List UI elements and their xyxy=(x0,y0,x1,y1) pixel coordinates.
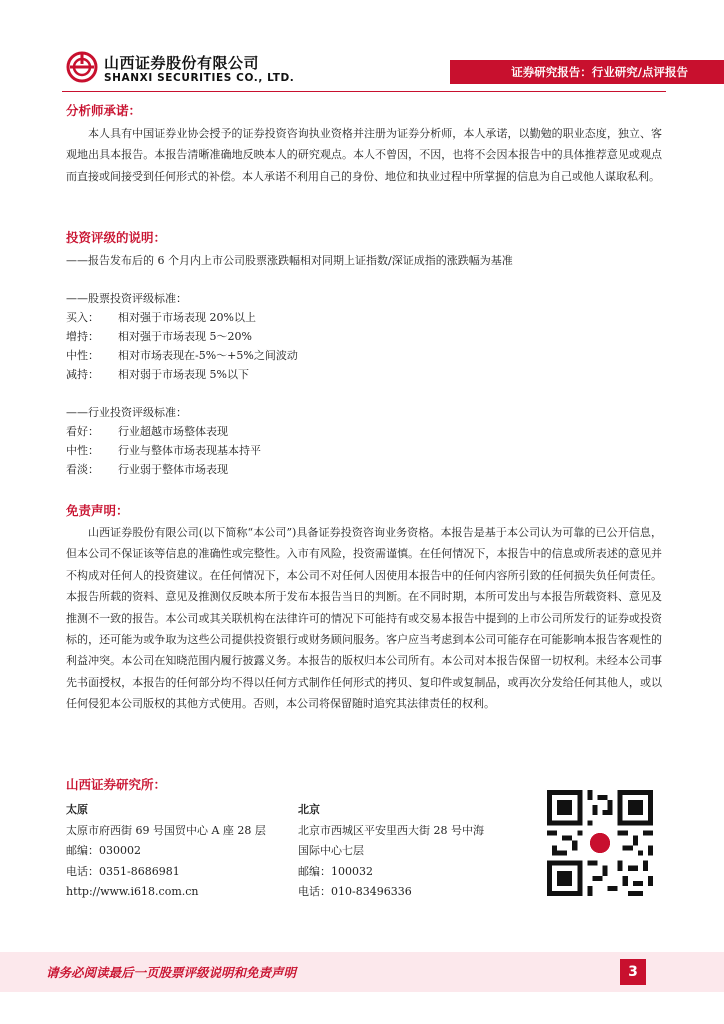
office-postcode: 邮编：030002 xyxy=(66,844,141,857)
rating-desc: 相对弱于市场表现 5%以下 xyxy=(118,368,249,381)
office-address: 国际中心七层 xyxy=(298,844,364,857)
office-website[interactable]: http://www.i618.com.cn xyxy=(66,885,199,898)
rating-desc: 行业超越市场整体表现 xyxy=(118,425,228,438)
office-phone: 电话：010-83496336 xyxy=(298,885,412,898)
office-phone: 电话：0351-8686981 xyxy=(66,864,180,878)
company-name-cn: 山西证券股份有限公司 xyxy=(104,54,260,72)
rating-section-title: 投资评级的说明： xyxy=(66,230,167,245)
rating-desc: 相对市场表现在-5%～+5%之间波动 xyxy=(118,349,298,362)
office-postcode: 邮编：100032 xyxy=(298,864,373,878)
rating-label: 增持： xyxy=(66,330,99,343)
rating-desc: 行业与整体市场表现基本持平 xyxy=(118,444,261,457)
office-city: 太原 xyxy=(66,803,88,816)
footer xyxy=(0,952,724,992)
rating-desc: 相对强于市场表现 5～20% xyxy=(118,330,252,343)
office-city: 北京 xyxy=(298,803,320,816)
office-address: 太原市府西街 69 号国贸中心 A 座 28 层 xyxy=(66,823,266,837)
report-type-banner xyxy=(450,60,724,84)
office-address: 北京市西城区平安里西大街 28 号中海 xyxy=(298,823,484,837)
rating-label: 买入： xyxy=(66,311,99,324)
stock-rating-row xyxy=(66,328,252,344)
header-divider xyxy=(62,91,666,92)
page-number: 3 xyxy=(620,959,646,985)
disclaimer-text: 山西证券股份有限公司(以下简称“本公司”)具备证券投资咨询业务资格。本报告是基于本公司认为可靠的已公开信息，但本公司不保证该等信息的准确性或完整性。入市有风险，投资需谨慎。在任何情况下，本报告中的信息或所表述的意见并不构成对任何人的投资建议。在任何情况下，本公司不对任何人因使用本报告中的任何内容所引致的任何损失负任何责任。本报告所载的资料、意见及推测仅反映本所于发布本报告当日的判断。在不同时期，本所可发出与本报告所载资料、意见及推测不一致的报告。本公司或其关联机构在法律许可的情况下可能持有或交易本报告中提到的上市公司所发行的证券或投资标的，还可能为或争取为这些公司提供投资银行或财务顾问服务。客户应当考虑到本公司可能存在可能影响本报告客观性的利益冲突。本公司在知晓范围内履行披露义务。本报告的版权归本公司所有。本公司对本报告保留一切权利。未经本公司事先书面授权，本报告的任何部分均不得以任何方式制作任何形式的拷贝、复印件或复制品，或再次分发给任何其他人，或以任何侵犯本公司版权的其他方式使用。否则，本公司将保留随时追究其法律责任的权利。 xyxy=(66,526,662,711)
stock-rating-header: ——股票投资评级标准： xyxy=(66,292,187,305)
company-logo xyxy=(66,50,98,88)
stock-rating-row xyxy=(66,366,249,382)
taiyuan-office xyxy=(66,800,266,903)
analyst-statement: 本人具有中国证券业协会授予的证券投资咨询执业资格并注册为证券分析师，本人承诺，以勤勉的职业态度，独立、客观地出具本报告。本报告清晰准确地反映本人的研究观点。本人不曾因，不因，也将不会因本报告中的具体推荐意见或观点而直接或间接受到任何形式的补偿。本人承诺不利用自己的身份、地位和执业过程中所掌握的信息为自己或他人谋取私利。 xyxy=(66,127,662,183)
industry-rating-row xyxy=(66,423,228,439)
report-type: 证券研究报告：行业研究/点评报告 xyxy=(511,65,688,79)
industry-rating-header: ——行业投资评级标准： xyxy=(66,406,187,419)
analyst-section-title: 分析师承诺： xyxy=(66,103,142,118)
rating-label: 中性： xyxy=(66,444,99,457)
rating-desc: 行业弱于整体市场表现 xyxy=(118,463,228,476)
institute-title: 山西证券研究所： xyxy=(66,777,167,792)
beijing-office xyxy=(298,800,484,903)
footer-notice: 请务必阅读最后一页股票评级说明和免责声明 xyxy=(46,965,297,980)
company-name-en: SHANXI SECURITIES CO., LTD. xyxy=(104,72,295,84)
stock-rating-row xyxy=(66,309,256,325)
industry-rating-row xyxy=(66,442,261,458)
rating-label: 中性： xyxy=(66,349,99,362)
rating-desc: 相对强于市场表现 20%以上 xyxy=(118,311,256,324)
rating-label: 减持： xyxy=(66,368,99,381)
stock-rating-row xyxy=(66,347,298,363)
rating-label: 看好： xyxy=(66,425,99,438)
rating-basis: ——报告发布后的 6 个月内上市公司股票涨跌幅相对同期上证指数/深证成指的涨跌幅为基准 xyxy=(66,254,513,267)
rating-label: 看淡： xyxy=(66,463,99,476)
qr-code-icon xyxy=(547,790,653,900)
disclaimer-section-title: 免责声明： xyxy=(66,503,129,518)
industry-rating-row xyxy=(66,461,228,477)
